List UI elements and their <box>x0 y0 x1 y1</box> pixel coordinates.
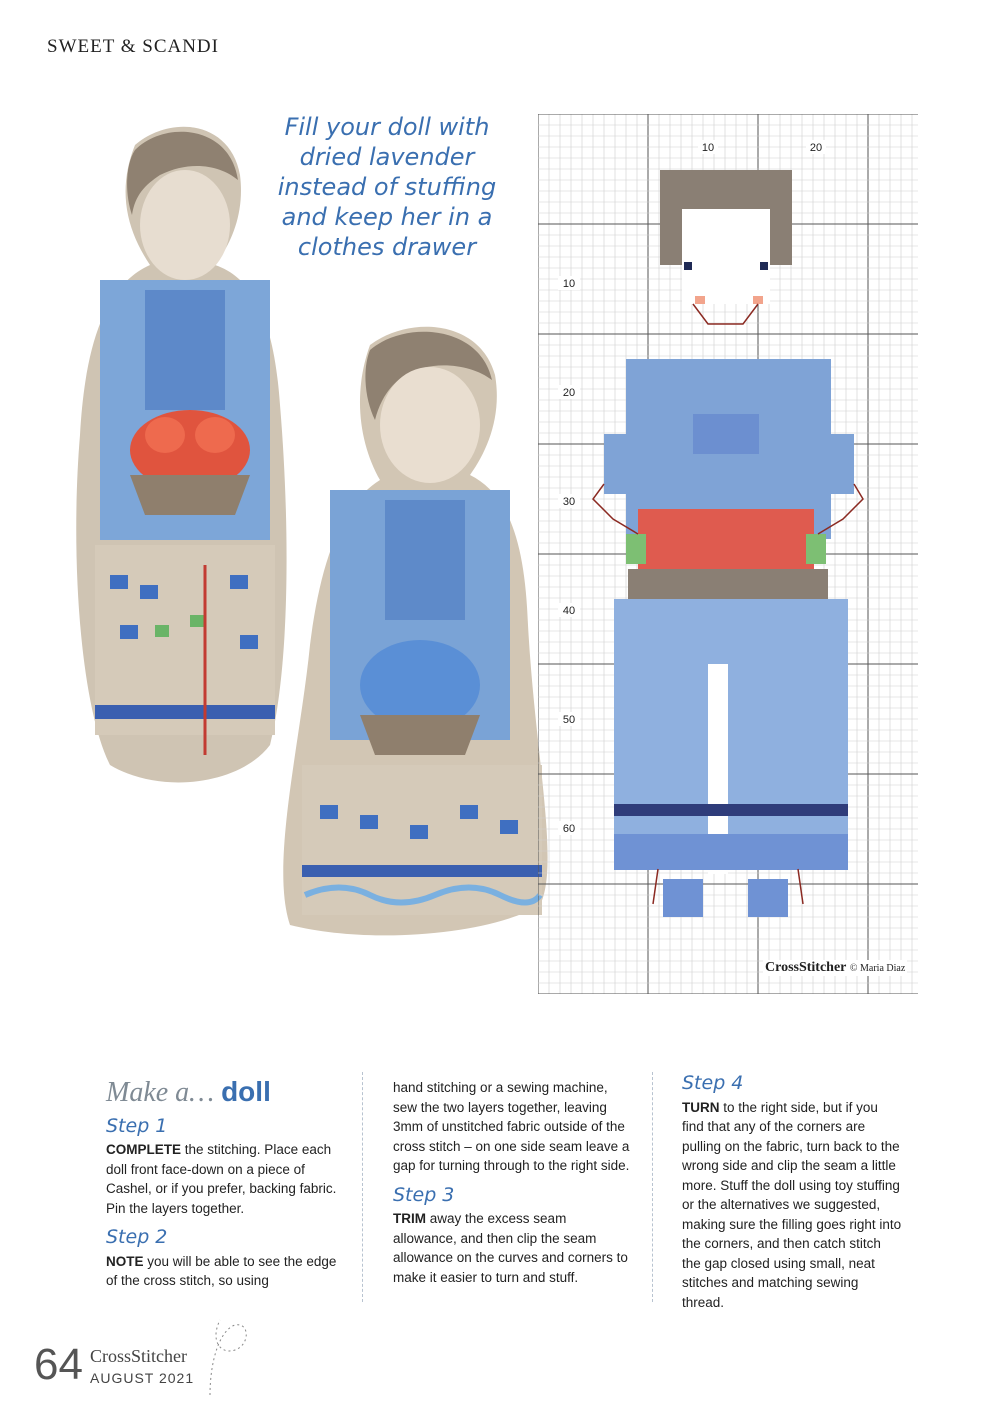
chart-row-label: 40 <box>562 605 576 617</box>
quote-line: clothes drawer <box>297 233 477 261</box>
chart-pattern <box>604 170 854 917</box>
chart-credit-brand: CrossStitcher <box>765 960 847 975</box>
step-2-continued: hand stitching or a sewing machine, sew the two layers together, leaving 3mm of unstitched fabric outside of the cross stitch – on one side seam leave a gap for turning through to the right side. <box>393 1080 630 1173</box>
step-2-heading: Step 2 <box>106 1226 168 1248</box>
column-divider <box>362 1072 363 1302</box>
step-4-heading: Step 4 <box>682 1072 744 1094</box>
step-4-body: to the right side, but if you find that any of the corners are pulling on the fabric, turn back to the wrong side and clip the seam a little more. Stuff the doll using toy stuffing or the alternatives we suggested, making sure the filling goes right into the corners, and then catch stitch the gap closed using small, neat stitches and matching sewing thread. <box>682 1099 902 1310</box>
step-1-heading: Step 1 <box>106 1114 168 1137</box>
quote-line: instead of stuffing <box>277 173 497 201</box>
step-2-text <box>106 1252 346 1291</box>
article-column-1 <box>106 1070 346 1301</box>
back-doll <box>76 127 286 783</box>
column-divider <box>652 1072 653 1302</box>
page-number: 64 <box>34 1340 83 1389</box>
step-3-lead: TRIM <box>393 1211 426 1226</box>
article-title <box>106 1076 346 1108</box>
step-3-body: away the excess seam allowance, and then clip the seam allowance on the curves and corners to make it easier to turn and stuff. <box>393 1211 628 1285</box>
chart-row-label: 30 <box>562 496 576 508</box>
chart-row-label: 10 <box>562 278 576 290</box>
step-3-text <box>393 1209 633 1287</box>
footer-issue-date: AUGUST 2021 <box>90 1370 195 1386</box>
chart-column-label: 10 <box>701 142 715 154</box>
section-header: SWEET & SCANDI <box>47 36 219 57</box>
step-3-heading: Step 3 <box>393 1183 455 1206</box>
article-column-2 <box>393 1078 633 1297</box>
quote-line: dried lavender <box>299 143 475 171</box>
pull-quote <box>262 112 512 262</box>
article-column-3 <box>682 1070 902 1322</box>
step-1-text <box>106 1140 346 1218</box>
step-1-body: the stitching. Place each doll front face-down on a piece of Cashel, or if you prefer, backing fabric. Pin the layers together. <box>106 1142 337 1216</box>
step-2-body: you will be able to see the edge of the cross stitch, so using <box>106 1253 337 1288</box>
quote-line: Fill your doll with <box>284 113 490 141</box>
article-title-subject: doll <box>221 1076 271 1107</box>
chart-credit <box>763 960 907 976</box>
step-1-lead: COMPLETE <box>106 1142 182 1157</box>
chart-row-label: 20 <box>562 387 576 399</box>
chart-column-label: 20 <box>809 142 823 154</box>
cross-stitch-chart <box>538 114 918 994</box>
article-title-prefix: Make a… <box>106 1077 215 1108</box>
quote-line: and keep her in a <box>281 203 493 231</box>
chart-row-label: 60 <box>562 823 576 835</box>
chart-credit-copyright: © Maria Diaz <box>849 963 906 974</box>
front-doll <box>283 327 547 936</box>
footer-magazine-name: CrossStitcher <box>90 1346 187 1366</box>
step-2-lead: NOTE <box>106 1253 144 1269</box>
step-4-lead: TURN <box>682 1099 720 1115</box>
chart-row-label: 50 <box>562 714 576 726</box>
step-4-text <box>682 1098 902 1313</box>
